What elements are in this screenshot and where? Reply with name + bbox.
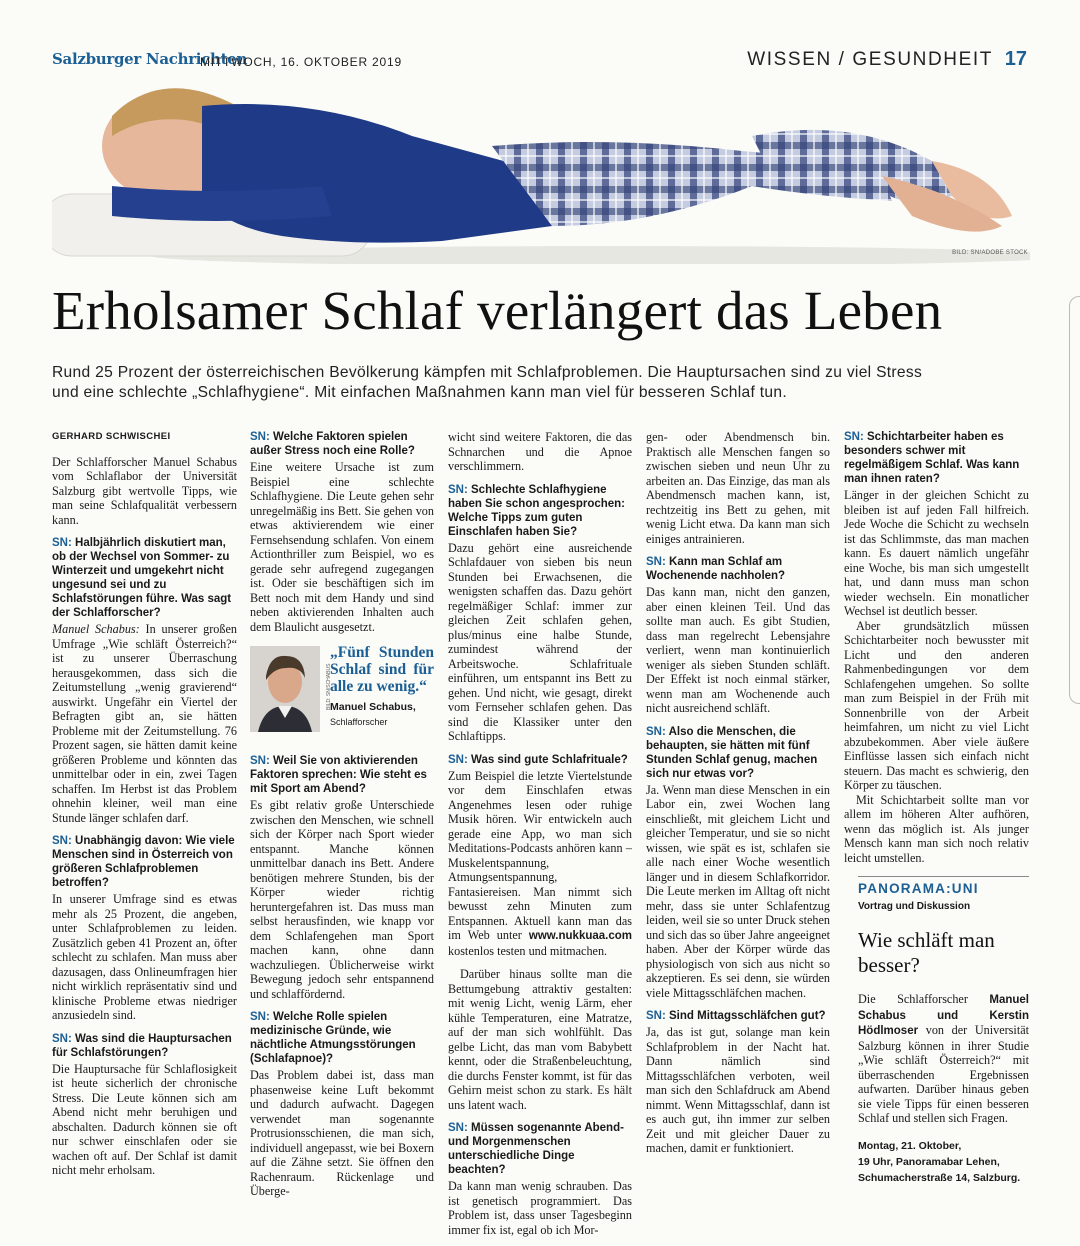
answer: Ja. Wenn man diese Menschen in ein Labor ein, zwei Wochen lang einschließt, mit gleichem Licht und gleicher Temperatur, und sie so nicht wissen, wie spät es ist, schlafen sie alle nach einer Woche wesentlich länger und in diesem Schlafkorridor. Die Leute merken im Alltag oft nicht mehr, dass sie unter Schlafentzug leiden, weil sie so unter Druck stehen und sich das so über Jahre angeeignet haben. Aber der Körper würde das physiologisch von sich aus nicht so akzeptieren. Es sei denn, sie würden viele Mittagsschläfchen machen.	[646, 782, 830, 1000]
sn-label: SN:	[250, 431, 270, 443]
answer: Darüber hinaus sollte man die Bettumgebung attraktiv gestalten: mit wenig Licht, wenig Lärm, eher kühle Temperaturen, eine Matratze, auf der man sich wohlfühlt. Das gelbe Licht, das man vom Babybett kennt, oder die Straßenbeleuchtung, die durchs Fenster kommt, ist für das Gehirn meist schon zu stark. Es hält uns latent wach.	[448, 967, 632, 1112]
portrait-photo	[250, 646, 320, 732]
panorama-speakers: Manuel Schabus und Kerstin Hödlmoser	[858, 994, 1029, 1037]
question-text: Schlechte Schlafhygiene haben Sie schon angesprochen: Welche Tipps zum guten Einschlafen haben Sie?	[448, 483, 626, 538]
sn-label: SN:	[52, 835, 72, 847]
answer-text: Zum Beispiel die letzte Viertelstunde vor dem Einschlafen etwas Angenehmes lesen oder ruhige Musik hören. Wir entwickeln auch gerade eine App, wo man sich Meditations-Podcasts anhören kann – Muskelentspannung, Atmungsentspannung, Fantasiereisen. Man nimmt sich bewusst zehn Minuten zum Entspannen. Aktuell kann man das im Web unter	[448, 768, 632, 942]
quote-text: „Fünf Stunden Schlaf sind für alle zu wenig.“	[330, 644, 434, 695]
answer: Dazu gehört eine ausreichende Schlafdauer von sieben bis neun Stunden bei Erwachsenen, die wenigsten schaffen das. Dazu gehört regelmäßiger Schlaf: immer zur gleichen Zeit schlafen gehen, plus/minus eine halbe Stunde, zumindest während der Arbeitswoche. Schlafrituale einführen, um entspannt ins Bett zu gehen. Und nicht, wie gesagt, direkt vom Fernseher schlafen gehen. Das sind die Klassiker unter den Schlaftipps.	[448, 540, 632, 743]
pull-quote	[250, 644, 434, 740]
question	[52, 1032, 237, 1060]
sn-label: SN:	[250, 755, 270, 767]
question-text: Was sind die Hauptursachen für Schlafstörungen?	[52, 1032, 232, 1059]
hero-photo-sleeping-man	[52, 76, 1030, 264]
sn-label: SN:	[844, 431, 864, 443]
question	[448, 753, 632, 767]
panorama-subtitle: Vortrag und Diskussion	[858, 900, 971, 912]
answer: Es gibt relativ große Unterschiede zwischen den Menschen, wie schnell sich der Körper nach Sport wieder entspannt. Manche können unmittelbar danach ins Bett. Andere benötigen mehrere Stunden, bis der Körper wieder richtig heruntergefahren ist. Das muss man selbst herausfinden, wie knapp vor dem Schlafengehen man Sport machen kann, ohne dann wachzuliegen. Üblicherweise wirkt Bewegung jedoch sehr entspannend und schlaffördernd.	[250, 798, 434, 1001]
byline: GERHARD SCHWISCHEI	[52, 431, 171, 442]
sn-label: SN:	[52, 537, 72, 549]
column-2	[250, 430, 434, 1208]
question-text: Welche Rolle spielen medizinische Gründe, wie nächtliche Atmungsstörungen (Schlafapnoe)?	[250, 1011, 416, 1065]
question-text: Weil Sie von aktivierenden Faktoren sprechen: Wie steht es mit Sport am Abend?	[250, 755, 427, 795]
section-name: WISSEN / GESUNDHEIT	[747, 49, 993, 70]
question-text: Also die Menschen, die behaupten, sie hätten mit fünf Stunden Schlaf genug, machen sich nur etwas vor?	[646, 725, 818, 780]
quote-author-role: Schlafforscher	[330, 717, 388, 727]
portrait-credit: BILD: SN/SCHABUS	[326, 663, 332, 710]
sn-label: SN:	[646, 725, 666, 738]
question	[646, 725, 830, 781]
panorama-kicker: PANORAMA:UNI	[858, 876, 1029, 897]
column-5	[844, 430, 1029, 874]
answer: gen- oder Abendmensch bin. Praktisch alle Menschen fangen so zwischen sieben und neun Uhr zu arbeiten an. Das Einzige, das man als Abendmensch machen kann, ist, rechtzeitig ins Bett zu gehen, mit wenig Licht etwa. Da kann man sich einiges antrainieren.	[646, 430, 830, 546]
website-link[interactable]: www.nukkuaa.com	[528, 930, 632, 942]
question	[448, 483, 632, 539]
answer: Mit Schichtarbeit sollte man vor allem im höheren Alter aufhören, wenn das möglich ist. Als junger Mensch kann man sich noch relativ leicht umstellen.	[844, 792, 1029, 865]
answer: Ja, das ist gut, solange man kein Schlafproblem in der Nacht hat. Dann nämlich sind Mittagsschläfchen verboten, weil man sich den Schlafdruck am Abend nimmt. Wenn Mittagsschlaf, dann ist es auch gut, ihn immer zur selben Zeit und mit gleicher Dauer zu machen, damit er funktioniert.	[646, 1025, 830, 1155]
sn-label: SN:	[250, 1011, 270, 1023]
panorama-text-2: von der Universität Salzburg können in ihrer Studie „Wie schläft Österreich?“ mit überraschenden Ergebnissen aufwarten. Darüber hinaus geben sie viele Tipps für einen besseren Schlaf und stellen sich Fragen.	[858, 1023, 1029, 1125]
sn-label: SN:	[448, 483, 468, 496]
event-time-venue: 19 Uhr, Panoramabar Lehen,	[858, 1155, 1000, 1168]
intro-paragraph: Der Schlafforscher Manuel Schabus vom Schlaflabor der Universität Salzburg gibt wertvolle Tipps, wie man seine Schlafqualität verbessern kann.	[52, 454, 237, 527]
answer: wicht sind weitere Faktoren, die das Schnarchen und die Apnoe verschlimmern.	[448, 430, 632, 473]
question	[52, 536, 237, 620]
question-text: Schichtarbeiter haben es besonders schwer mit regelmäßigem Schlaf. Was kann man ihnen raten?	[844, 431, 1020, 485]
sn-label: SN:	[646, 1010, 666, 1022]
answer: Da kann man wenig schrauben. Das ist genetisch programmiert. Das Problem ist, dass unser Tagesbeginn immer fix ist, egal ob ich Mor-	[448, 1179, 632, 1237]
page-edge-tab	[1069, 296, 1080, 704]
answer-text: In unserer großen Umfrage „Wie schläft Österreich?“ ist zu unserer Überraschung herausgekommen, dass sich die Zeitumstellung „wenig gravierend“ auswirkt. Ungefähr ein Viertel der Befragten gibt an, sie hätten Probleme mit der Zeitumstellung. 76 Prozent sagen, sie hätten damit keine größeren Probleme und könnten das unmittelbar oder in ein, zwei Tagen schaffen. Im Herbst ist das Problem ohnehin kleiner, weil man eine Stunde länger schlafen darf.	[52, 622, 237, 825]
answer: In unserer Umfrage sind es etwas mehr als 25 Prozent, die angeben, unter Schlafproblemen zu leiden. Zusätzlich geben 41 Prozent an, öfter schlecht zu schlafen. Man muss aber dazusagen, dass Onlineumfragen hier nicht wirklich repräsentativ sind und klinische Probleme etwas niedriger anzusiedeln sind.	[52, 892, 237, 1022]
answer: Aber grundsätzlich müssen Schichtarbeiter noch bewusster mit Licht und den anderen Rahmenbedingungen vor dem Schlafengehen umgehen. So sollte man zum Beispiel in der Früh mit Sonnenbrille von der Arbeit heimfahren, um nicht zu viel Licht abzubekommen. Aber viele äußere Einflüsse lassen sich einfach nicht steuern. Das macht es schwierig, den Körper zu täuschen.	[844, 618, 1029, 792]
speaker-name: Manuel Schabus:	[52, 622, 140, 636]
lead-paragraph: Rund 25 Prozent der österreichischen Bevölkerung kämpfen mit Schlafproblemen. Die Hauptursachen sind zu viel Stress und eine schlechte „Schlafhygiene“. Mit einfachen Maßnahmen kann man viel für besseren Schlaf tun.	[52, 364, 923, 401]
panorama-uni-box	[844, 876, 1029, 1186]
issue-date: MITTWOCH, 16. OKTOBER 2019	[200, 55, 402, 69]
answer: Das kann man, nicht den ganzen, aber einen kleinen Teil. Und das sollte man auch. Es gibt Studien, dass man regelrecht Lebensjahre verliert, wenn man kontinuierlich weniger als sieben Stunden schläft. Der Effekt ist noch einmal stärker, wenn man am Wochenende auch nicht ausreichend schläft.	[646, 585, 830, 715]
photo-credit: BILD: SN/ADOBE STOCK	[952, 250, 1028, 256]
question	[250, 430, 434, 458]
panorama-title: Wie schläft man besser?	[858, 928, 995, 977]
answer: Länger in der gleichen Schicht zu bleiben ist auf jeden Fall hilfreich. Jede Woche die Schicht zu wechseln ist das Schlimmste, das man machen kann. Es dauert nämlich ungefähr eine Woche, bis man sich umgestellt hat, und dann muss man schon wieder wechseln. Ein monatlicher Wechsel ist deutlich besser.	[844, 488, 1029, 618]
question-text: Was sind gute Schlafrituale?	[471, 753, 628, 766]
question-text: Kann man Schlaf am Wochenende nachholen?	[646, 556, 786, 582]
question	[844, 430, 1029, 486]
panorama-text: Die Schlafforscher	[858, 992, 990, 1006]
question-text: Sind Mittagsschläfchen gut?	[669, 1010, 826, 1022]
page-number: 17	[1004, 48, 1027, 70]
answer: Das Problem dabei ist, dass man phasenweise keine Luft bekommt und dadurch aufwacht. Dagegen verwendet man sogenannte Protrusionsschienen, die man sich, individuell angepasst, wie bei Boxern auf die Zähne setzt. Sie öffnen den Rachenraum. Rückenlage und Überge-	[250, 1068, 434, 1198]
question	[52, 834, 237, 890]
sn-label: SN:	[646, 556, 666, 568]
answer: Die Hauptursache für Schlaflosigkeit ist heute sicherlich der chronische Stress. Die Leute können sich am Abend nicht mehr beruhigen und abschalten. Dadurch können sie oft nur schwer einschlafen oder sie wachen oft auf. Der Schlaf ist damit nicht mehr erholsam.	[52, 1061, 237, 1177]
event-date: Montag, 21. Oktober,	[858, 1139, 962, 1152]
answer	[52, 622, 237, 825]
quote-author: Manuel Schabus,	[330, 701, 416, 713]
answer-text-end: kostenlos testen und mitmachen.	[448, 943, 608, 958]
answer: Eine weitere Ursache ist zum Beispiel eine schlechte Schlafhygiene. Die Leute gehen sehr unregelmäßig ins Bett. Sie gehen von etwas aktivierendem wie einer Fernsehsendung schlafen. Von einem Actionthriller zum Beispiel, wo es gerade sehr aufregend zugegangen ist. Oder sie beschäftigen sich im Bett noch mit dem Handy und sind neben aktivierenden Inhalten auch dem Blaulicht ausgesetzt.	[250, 460, 434, 634]
sn-label: SN:	[448, 753, 468, 766]
column-1	[52, 430, 237, 1187]
sn-label: SN:	[448, 1122, 468, 1134]
event-info	[858, 1138, 1029, 1186]
question-text: Halbjährlich diskutiert man, ob der Wechsel von Sommer- zu Winterzeit und umgekehrt nicht ungesund sei und zu Schlafstörungen führe. Was sagt der Schlafforscher?	[52, 537, 232, 619]
event-address: Schumacherstraße 14, Salzburg.	[858, 1171, 1021, 1184]
panorama-body	[858, 992, 1029, 1126]
question-text: Unabhängig davon: Wie viele Menschen sind in Österreich von größeren Schlafproblemen betroffen?	[52, 835, 235, 889]
page-header	[52, 48, 1027, 74]
question	[250, 1010, 434, 1066]
column-3	[448, 430, 632, 1246]
sn-label: SN:	[52, 1032, 72, 1045]
question-text: Müssen sogenannte Abend- und Morgenmenschen unterschiedliche Dinge beachten?	[448, 1122, 624, 1176]
column-4	[646, 430, 830, 1165]
question-text: Welche Faktoren spielen außer Stress noch eine Rolle?	[250, 431, 415, 457]
headline: Erholsamer Schlaf verlängert das Leben	[52, 280, 943, 341]
answer	[448, 769, 632, 959]
question	[448, 1121, 632, 1177]
question	[646, 555, 830, 583]
masthead-logo: Salzburger Nachrichten	[52, 50, 248, 68]
question	[250, 754, 434, 796]
question	[646, 1009, 830, 1023]
